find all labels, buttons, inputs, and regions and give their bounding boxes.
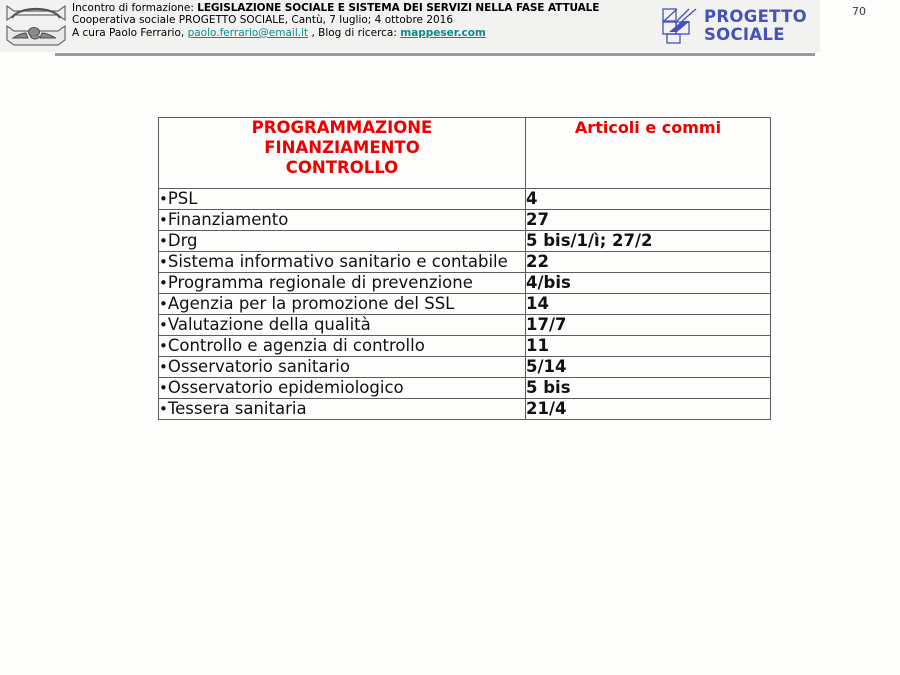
row-value-cell: 27 — [526, 210, 771, 231]
row-label-text: Drg — [167, 231, 198, 250]
column-header-articoli-commi: Articoli e commi — [526, 118, 771, 189]
row-value-cell: 17/7 — [526, 315, 771, 336]
content-table-wrapper — [158, 117, 770, 420]
table-row — [159, 189, 771, 210]
logo-word-progetto: PROGETTO — [704, 7, 807, 26]
table-body — [159, 189, 771, 420]
table-row — [159, 378, 771, 399]
row-label-cell — [159, 294, 526, 315]
progetto-sociale-logo — [660, 1, 815, 51]
bullet-icon: • — [159, 190, 168, 208]
bullet-icon: • — [159, 274, 168, 292]
header-title-prefix: Incontro di formazione: — [72, 2, 198, 14]
row-label-text: Valutazione della qualità — [167, 315, 371, 334]
header-text-block — [72, 2, 647, 39]
handshake-shield-logo-icon — [4, 2, 68, 48]
header-title-line — [72, 2, 647, 14]
logo-word-sociale: SOCIALE — [704, 25, 785, 44]
table-row — [159, 336, 771, 357]
header-credit-line — [72, 27, 647, 39]
row-label-cell — [159, 189, 526, 210]
row-label-text: Controllo e agenzia di controllo — [167, 336, 425, 355]
page-number: 70 — [852, 5, 866, 18]
row-label-text: Finanziamento — [167, 210, 289, 229]
slide-header-banner — [0, 0, 820, 52]
bullet-icon: • — [159, 337, 168, 355]
row-label-text: Programma regionale di prevenzione — [167, 273, 473, 292]
table-row — [159, 315, 771, 336]
table-row — [159, 252, 771, 273]
row-value-cell: 11 — [526, 336, 771, 357]
row-label-cell — [159, 273, 526, 294]
bullet-icon: • — [159, 295, 168, 313]
bullet-icon: • — [159, 232, 168, 250]
row-value-cell: 14 — [526, 294, 771, 315]
row-label-cell — [159, 231, 526, 252]
progetto-sociale-logo-text — [704, 8, 807, 44]
header-credit-middle: , Blog di ricerca: — [308, 26, 401, 39]
table-row — [159, 210, 771, 231]
header-title-bold: LEGISLAZIONE SOCIALE E SISTEMA DEI SERVIZI NELLA FASE ATTUALE — [197, 2, 600, 14]
bullet-icon: • — [159, 211, 168, 229]
row-value-cell: 5 bis — [526, 378, 771, 399]
bullet-icon: • — [159, 358, 168, 376]
table-header-row — [159, 118, 771, 189]
row-label-text: PSL — [167, 189, 198, 208]
row-label-text: Osservatorio epidemiologico — [167, 378, 404, 397]
table-row — [159, 231, 771, 252]
row-value-cell: 4 — [526, 189, 771, 210]
table-row — [159, 294, 771, 315]
progetto-sociale-logo-icon — [660, 6, 698, 46]
row-label-text: Agenzia per la promozione del SSL — [167, 294, 455, 313]
row-value-cell: 22 — [526, 252, 771, 273]
programmazione-table — [158, 117, 771, 420]
table-row — [159, 273, 771, 294]
row-label-text: Tessera sanitaria — [167, 399, 307, 418]
bullet-icon: • — [159, 253, 168, 271]
column-header-programmazione — [159, 118, 526, 189]
header-credit-prefix: A cura Paolo Ferrario, — [72, 26, 188, 39]
row-label-cell — [159, 210, 526, 231]
row-label-cell — [159, 357, 526, 378]
header-line-finanziamento: FINANZIAMENTO — [264, 138, 420, 157]
bullet-icon: • — [159, 316, 168, 334]
bullet-icon: • — [159, 400, 168, 418]
row-label-text: Osservatorio sanitario — [167, 357, 350, 376]
research-blog-link[interactable]: mappeser.com — [400, 26, 486, 39]
bullet-icon: • — [159, 379, 168, 397]
row-label-text: Sistema informativo sanitario e contabile — [167, 252, 508, 271]
row-value-cell: 4/bis — [526, 273, 771, 294]
row-label-cell — [159, 336, 526, 357]
table-row — [159, 357, 771, 378]
header-line-programmazione: PROGRAMMAZIONE — [251, 118, 433, 137]
header-line-controllo: CONTROLLO — [285, 158, 399, 177]
row-label-cell — [159, 252, 526, 273]
header-subtitle-line: Cooperativa sociale PROGETTO SOCIALE, Cantù, 7 luglio; 4 ottobre 2016 — [72, 14, 454, 27]
table-row — [159, 399, 771, 420]
author-email-link[interactable]: paolo.ferrario@email.it — [187, 26, 309, 39]
row-value-cell: 21/4 — [526, 399, 771, 420]
row-label-cell — [159, 315, 526, 336]
row-value-cell: 5/14 — [526, 357, 771, 378]
row-value-cell: 5 bis/1/ì; 27/2 — [526, 231, 771, 252]
header-divider-rule — [55, 53, 815, 56]
row-label-cell — [159, 399, 526, 420]
row-label-cell — [159, 378, 526, 399]
